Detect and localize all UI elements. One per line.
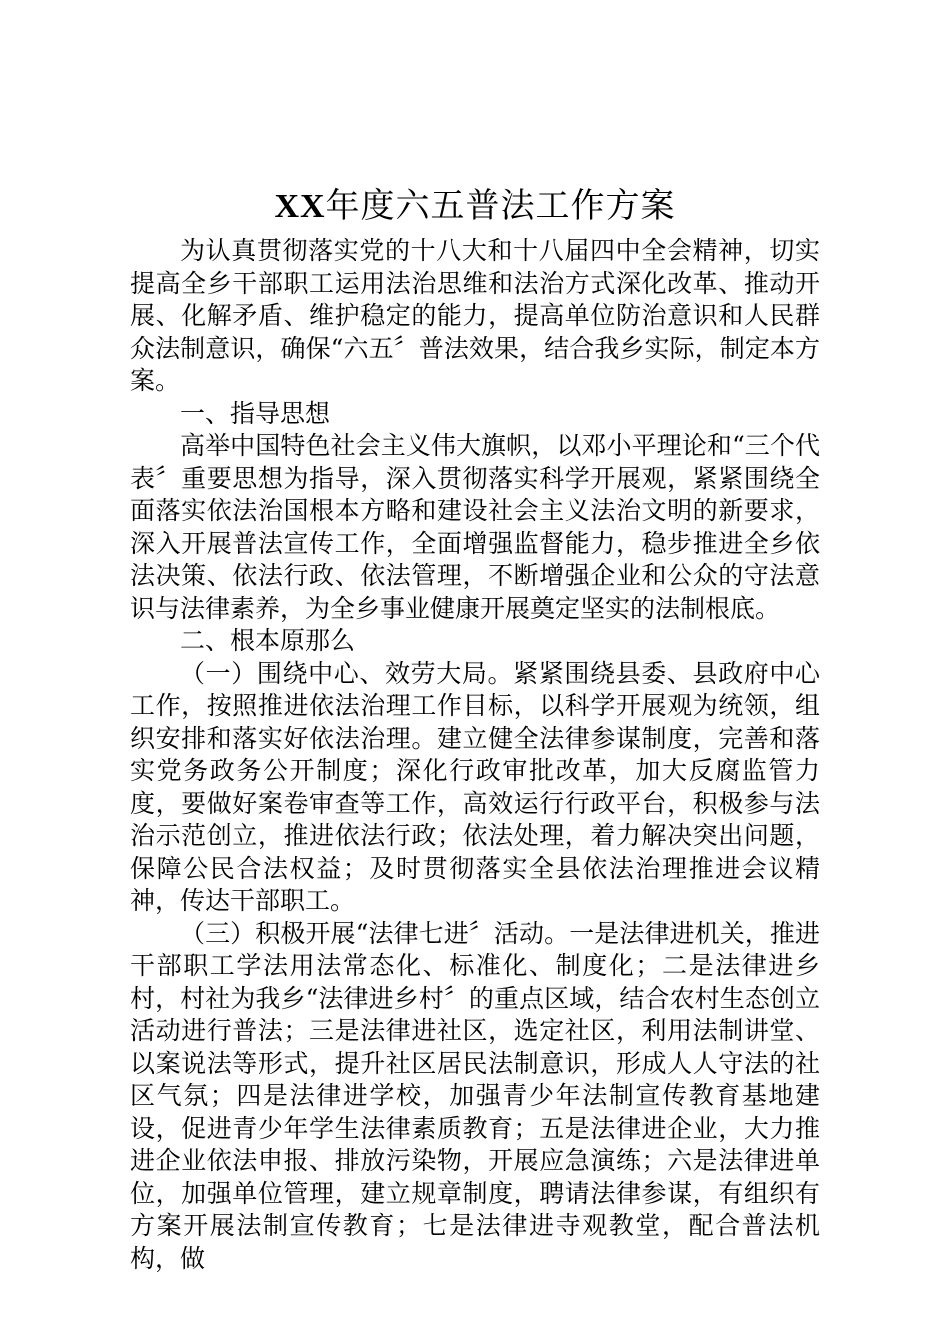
section-heading-principles: 二、根本原那么 xyxy=(180,626,356,655)
title-prefix: XX xyxy=(274,188,326,225)
title-main: 年度六五普法工作方案 xyxy=(325,186,676,226)
guiding-thought-paragraph: 高举中国特色社会主义伟大旗帜，以邓小平理论和“三个代表〞重要思想为指导，深入贯彻落实科学开展观，紧紧围绕全面落实依法治国根本方略和建设社会主义法治文明的新要求，深入开展普法宣传工作，全面增强监督能力，稳步推进全乡依法决策、依法行政、依法管理，不断增强企业和公众的守法意识与法律素养，为全乡事业健康开展奠定坚实的法制根底。 xyxy=(130,431,820,623)
document-title xyxy=(130,180,820,233)
section-heading-guiding-thought: 一、指导思想 xyxy=(180,398,331,428)
principle-one-paragraph: （一）围绕中心、效劳大局。紧紧围绕县委、县政府中心工作，按照推进依法治理工作目标，以科学开展观为统领，组织安排和落实好依法治理。建立健全法律参谋制度，完善和落实党务政务公开制度；深化行政审批改革，加大反腐监管力度，要做好案卷审查等工作，高效运行行政平台，积极参与法治示范创立，推进依法行政；依法处理，着力解决突出问题，保障公民合法权益；及时贯彻落实全县依法治理推进会议精神，传达干部职工。 xyxy=(130,658,820,915)
intro-paragraph: 为认真贯彻落实党的十八大和十八届四中全会精神，切实提高全乡干部职工运用法治思维和法治方式深化改革、推动开展、化解矛盾、维护稳定的能力，提高单位防治意识和人民群众法制意识，确保“六五〞普法效果，结合我乡实际，制定本方案。 xyxy=(130,236,820,395)
document-page xyxy=(130,180,820,1275)
principle-three-paragraph: （三）积极开展“法律七进〞活动。一是法律进机关，推进干部职工学法用法常态化、标准化、制度化；二是法律进乡村，村社为我乡“法律进乡村〞的重点区域，结合农村生态创立活动进行普法；三是法律进社区，选定社区，利用法制讲堂、以案说法等形式，提升社区居民法制意识，形成人人守法的社区气氛；四是法律进学校，加强青少年法制宣传教育基地建设，促进青少年学生法律素质教育；五是法律进企业，大力推进企业依法申报、排放污染物，开展应急演练；六是法律进单位，加强单位管理，建立规章制度，聘请法律参谋，有组织有方案开展法制宣传教育；七是法律进寺观教堂，配合普法机构，做 xyxy=(130,918,820,1273)
